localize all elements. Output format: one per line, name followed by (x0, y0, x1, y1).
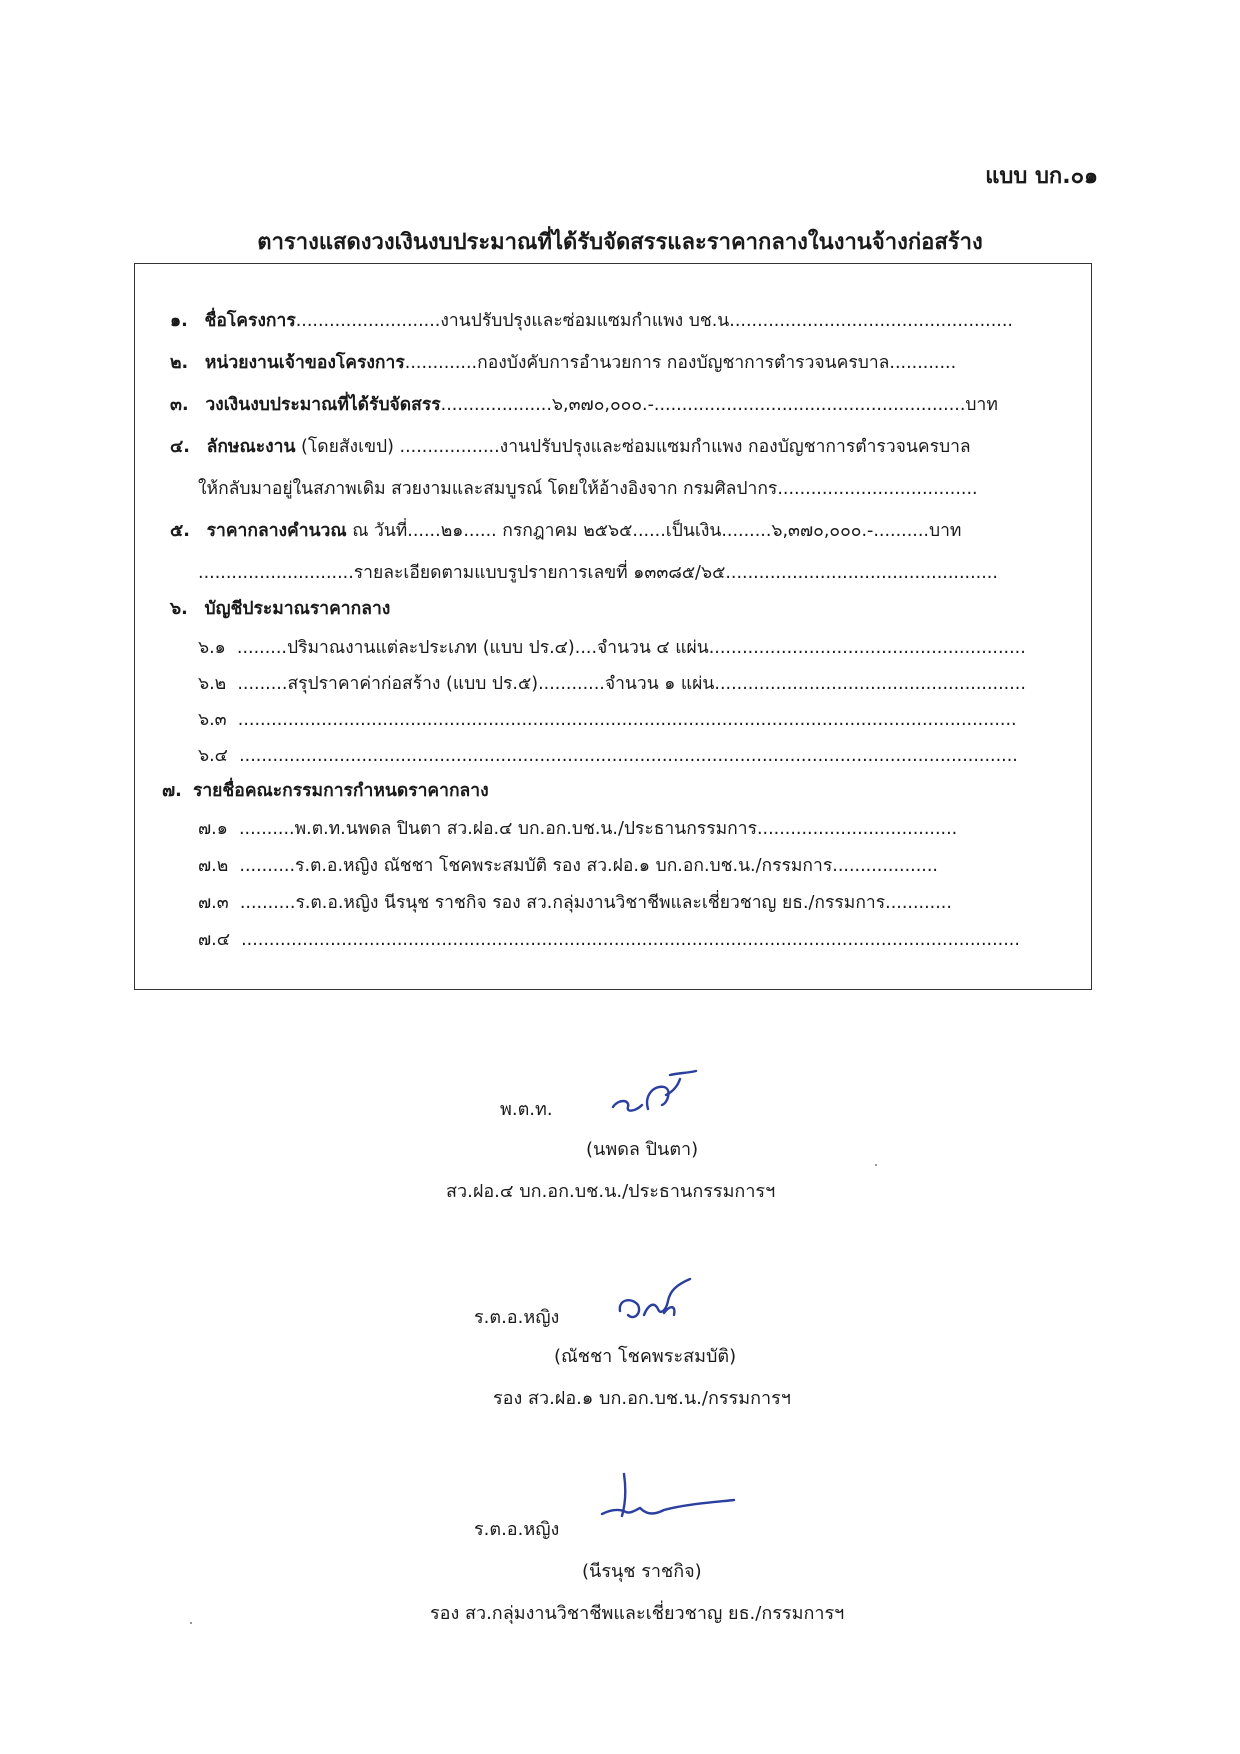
signer-2-position: รอง สว.ฝอ.๑ บก.อก.บช.น./กรรมการฯ (493, 1388, 791, 1409)
dots: .................................... (756, 819, 958, 839)
signature-1-image (608, 1065, 728, 1125)
subitem-6-1 (198, 637, 1026, 659)
dots: ........................................................ (653, 395, 966, 415)
item-work-nature-line2 (198, 478, 978, 500)
item-price-list (170, 598, 390, 620)
dots: .......... (239, 856, 296, 876)
item-label: บัญชีประมาณราคากลาง (204, 599, 391, 619)
signer-3-name: (นีรนุช ราชกิจ) (582, 1561, 702, 1582)
item-number: ๖. (170, 599, 188, 619)
signer-2-name: (ณัชชา โชคพระสมบัติ) (554, 1346, 737, 1367)
dots: ................................................... (729, 311, 1013, 331)
item-value: งานปรับปรุงและซ่อมแซมกำแพง บช.น (440, 311, 730, 331)
subitem-7-3 (198, 892, 952, 914)
item-number: ๓. (170, 395, 189, 415)
document-title: ตารางแสดงวงเงินงบประมาณที่ได้รับจัดสรรและราคากลางในงานจ้างก่อสร้าง (257, 230, 983, 255)
dots: ............ (889, 353, 957, 373)
dots: ............. (404, 353, 478, 373)
scan-speck (875, 1164, 877, 1166)
item-project-name (170, 310, 1013, 332)
subitem-value: ร.ต.อ.หญิง นีรนุช ราชกิจ รอง สว.กลุ่มงานวิชาชีพและเชี่ยวชาญ ยธ./กรรมการ (295, 893, 886, 913)
item-label-note: (โดยสังเขป) (301, 437, 394, 457)
item-number: ๒. (170, 353, 189, 373)
subitem-value: พ.ต.ท.นพดล ปินตา สว.ฝอ.๔ บก.อก.บช.น./ประธานกรรมการ (294, 819, 757, 839)
item-budget (170, 394, 998, 416)
date-day: ๒๑ (440, 521, 464, 541)
item-project-owner (170, 352, 956, 374)
dots: .................................... (777, 479, 978, 499)
subitem-number: ๗.๑ (198, 819, 228, 839)
item-value: งานปรับปรุงและซ่อมแซมกำแพง กองบัญชาการตำรวจนครบาล (499, 437, 971, 457)
dots: ................................................. (725, 563, 998, 583)
subitem-number: ๖.๓ (198, 710, 227, 730)
subitem-number: ๖.๔ (198, 746, 228, 766)
subitem-6-4 (198, 745, 1018, 767)
signer-3-rank: ร.ต.อ.หญิง (474, 1519, 560, 1540)
dots: ............ (885, 893, 952, 913)
item-number: ๑. (170, 311, 188, 331)
subitem-number: ๗.๒ (198, 856, 229, 876)
item-label: วงเงินงบประมาณที่ได้รับจัดสรร (205, 395, 441, 415)
signature-3-image (596, 1468, 756, 1538)
item-number: ๕. (170, 521, 190, 541)
subitem-6-3 (198, 709, 1017, 731)
dots: .......................... (295, 311, 441, 331)
dots: ............................................................................................................................................ (239, 746, 1018, 766)
dots: .................. (393, 437, 500, 457)
item-value: กองบังคับการอำนวยการ กองบัญชาการตำรวจนครบาล (477, 353, 890, 373)
date-month: กรกฎาคม ๒๕๖๕ (502, 521, 633, 541)
subitem-7-4 (198, 929, 1020, 951)
dots: ......... (236, 638, 287, 658)
unit: บาท (965, 395, 998, 415)
date-prefix: ณ วันที่...... (346, 521, 441, 541)
subitem-number: ๖.๑ (198, 638, 226, 658)
signer-1-rank: พ.ต.ท. (500, 1099, 553, 1120)
dots: ......... (237, 674, 288, 694)
subitem-value: ปริมาณงานแต่ละประเภท (แบบ ปร.๔)....จำนวน ๔ แผ่น (287, 638, 709, 658)
subitem-number: ๗.๔ (198, 930, 230, 950)
dots: ............................................................................................................................................ (237, 710, 1017, 730)
signer-2-rank: ร.ต.อ.หญิง (474, 1307, 560, 1328)
signer-3-position: รอง สว.กลุ่มงานวิชาชีพและเชี่ยวชาญ ยธ./กรรมการฯ (430, 1603, 845, 1624)
item-number: ๗. (162, 781, 182, 801)
signer-1-name: (นพดล ปินตา) (586, 1139, 699, 1160)
scan-speck (190, 1622, 192, 1624)
subitem-number: ๖.๒ (198, 674, 227, 694)
item-number: ๔. (170, 437, 190, 457)
subitem-6-2 (198, 673, 1026, 695)
dots: ............................................................................................................................................ (241, 930, 1020, 950)
amount-prefix: ......เป็นเงิน......... (632, 521, 772, 541)
subitem-value: ร.ต.อ.หญิง ณัชชา โชคพระสมบัติ รอง สว.ฝอ.๑ บก.อก.บช.น./กรรมการ (295, 856, 833, 876)
signer-1-position-text: สว.ฝอ.๔ บก.อก.บช.น./ประธานกรรมการฯ (446, 1181, 776, 1202)
dots: .......... (238, 819, 295, 839)
subitem-7-2 (198, 855, 938, 877)
amount: ๖,๓๗๐,๐๐๐.- (771, 521, 874, 541)
dots: .......... (239, 893, 296, 913)
dots: ...... (463, 521, 503, 541)
item-median-price (170, 520, 961, 542)
dots: .......... (873, 521, 929, 541)
subitem-number: ๗.๓ (198, 893, 229, 913)
item-label: ราคากลางคำนวณ (206, 521, 347, 541)
item-label: รายชื่อคณะกรรมการกำหนดราคากลาง (192, 781, 489, 801)
item-label: หน่วยงานเจ้าของโครงการ (204, 353, 405, 373)
item-label: ลักษณะงาน (206, 437, 296, 457)
item-work-nature (170, 436, 971, 458)
item-median-price-line2 (198, 562, 998, 584)
signature-2-image (614, 1275, 714, 1335)
dots: ......................................................... (708, 638, 1026, 658)
subitem-7-1 (198, 818, 957, 840)
unit: บาท (929, 521, 962, 541)
subitem-value: สรุปราคาค่าก่อสร้าง (แบบ ปร.๕)............จำนวน ๑ แผ่น (287, 674, 715, 694)
dots: .................... (440, 395, 552, 415)
dots: ........................................................ (714, 674, 1026, 694)
item-value: รายละเอียดตามแบบรูปรายการเลขที่ ๑๓๓๘๕/๖๕ (353, 563, 726, 583)
form-code: แบบ บก.๐๑ (985, 164, 1098, 189)
dots: ................... (832, 856, 938, 876)
item-label: ชื่อโครงการ (204, 311, 296, 331)
item-committee (162, 780, 489, 802)
dots: ............................ (198, 563, 354, 583)
item-value: ๖,๓๗๐,๐๐๐.- (551, 395, 654, 415)
item-value: ให้กลับมาอยู่ในสภาพเดิม สวยงามและสมบูรณ์ โดยให้อ้างอิงจาก กรมศิลปากร (198, 479, 778, 499)
